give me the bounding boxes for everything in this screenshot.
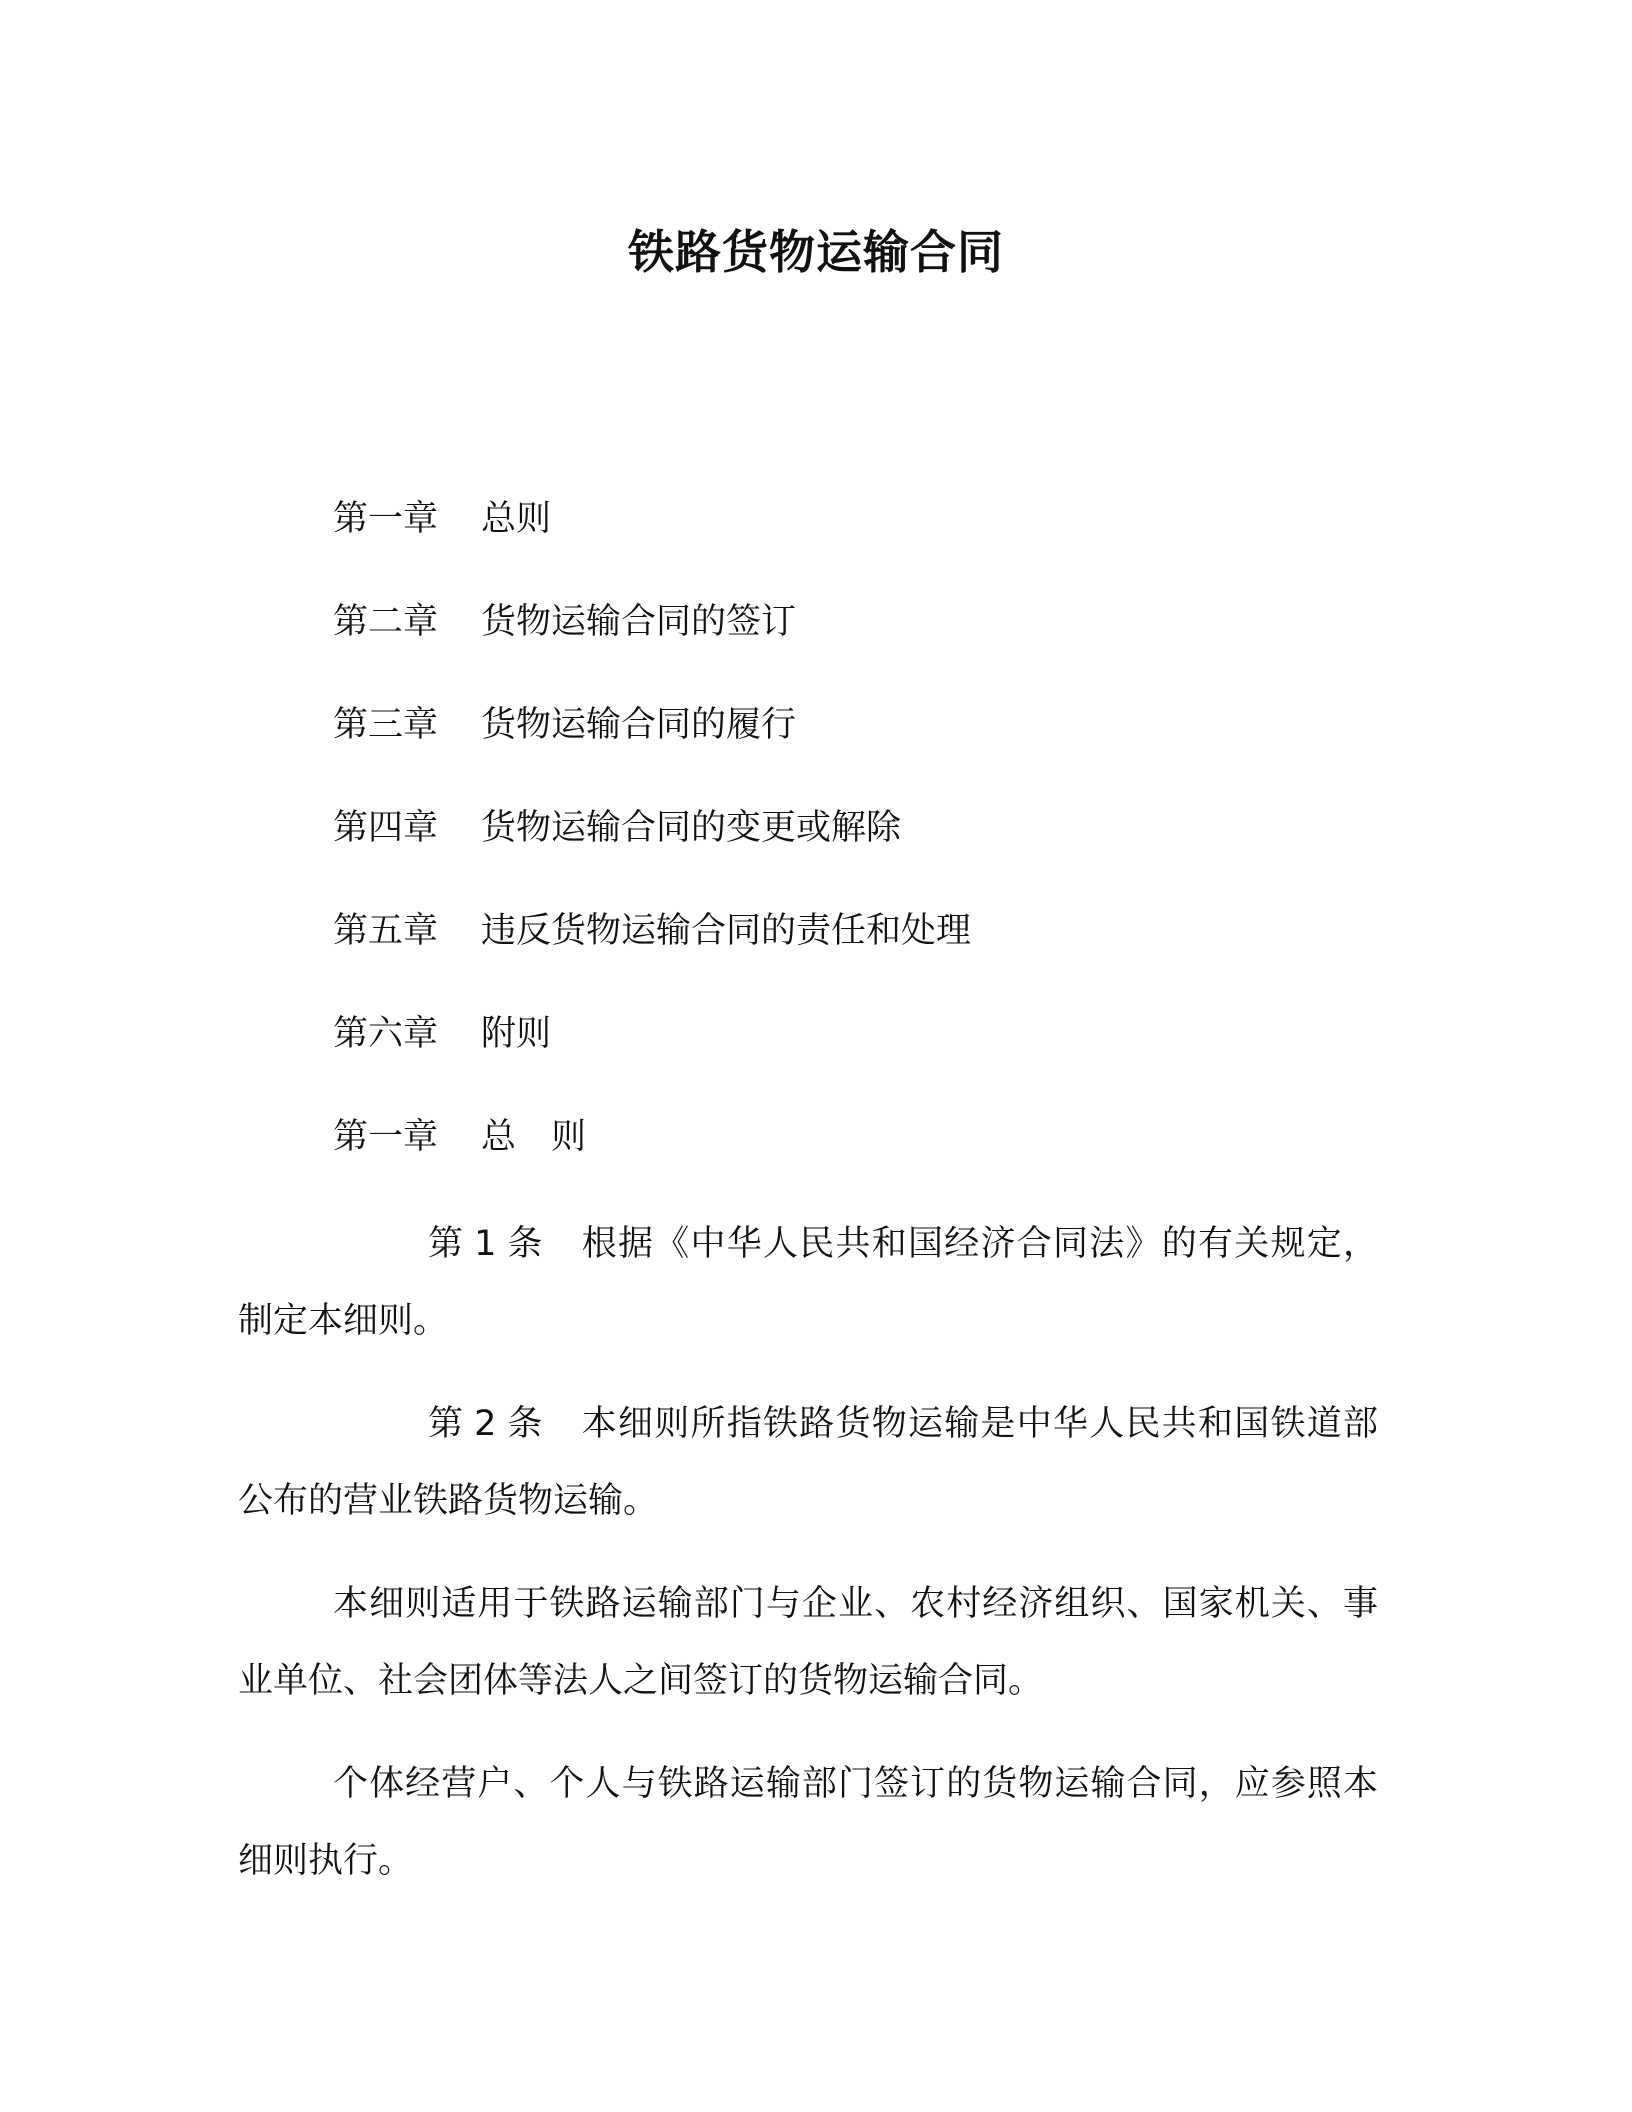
chapter-heading-label: 第一章 (333, 1117, 439, 1157)
paragraph: 本细则适用于铁路运输部门与企业、农村经济组织、国家机关、事业单位、社会团体等法人之间签订的货物运输合同。 (238, 1584, 1378, 1701)
article-1 (238, 1206, 1378, 1360)
toc-chapter-name: 总则 (481, 499, 552, 539)
chapter-heading-name: 总 则 (481, 1117, 587, 1157)
toc-chapter-name: 货物运输合同的变更或解除 (481, 808, 902, 848)
toc-chapter-name: 货物运输合同的履行 (481, 705, 797, 745)
toc-item (333, 700, 796, 750)
toc-chapter-name: 附则 (481, 1014, 552, 1054)
toc-item (333, 494, 551, 544)
article-2 (238, 1386, 1378, 1540)
toc-item (333, 803, 901, 853)
article-label: 第 2 条 (428, 1404, 543, 1444)
toc-chapter-label: 第二章 (333, 602, 439, 642)
toc-chapter-label: 第三章 (333, 705, 439, 745)
toc-item (333, 906, 971, 956)
article-text: 根据《中华人民共和国经济合同法》的有关规定，制定本细则。 (238, 1224, 1378, 1341)
chapter-heading (333, 1112, 586, 1162)
toc-item (333, 597, 796, 647)
toc-item (333, 1009, 551, 1059)
toc-chapter-label: 第一章 (333, 499, 439, 539)
toc-chapter-name: 违反货物运输合同的责任和处理 (481, 911, 972, 951)
toc-chapter-label: 第五章 (333, 911, 439, 951)
toc-chapter-label: 第四章 (333, 808, 439, 848)
document-title: 铁路货物运输合同 (628, 225, 1004, 279)
toc-chapter-label: 第六章 (333, 1014, 439, 1054)
article-text: 本细则所指铁路货物运输是中华人民共和国铁道部公布的营业铁路货物运输。 (238, 1404, 1378, 1521)
toc-chapter-name: 货物运输合同的签订 (481, 602, 797, 642)
paragraph: 个体经营户、个人与铁路运输部门签订的货物运输合同，应参照本细则执行。 (238, 1764, 1378, 1881)
article-label: 第 1 条 (428, 1224, 543, 1264)
